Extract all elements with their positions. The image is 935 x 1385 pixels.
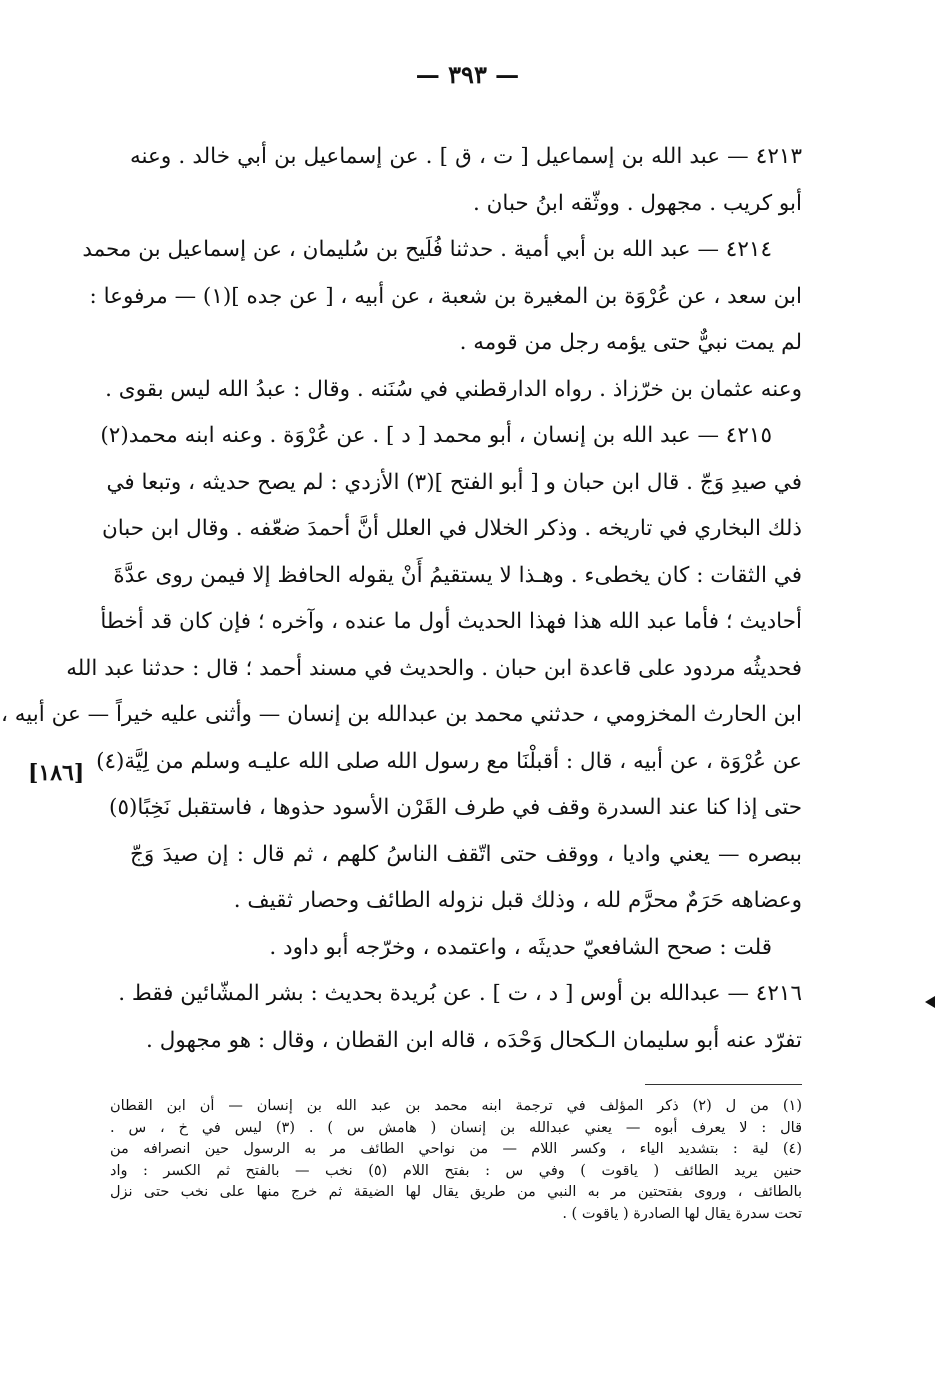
text-line: ٤٢١٣ — عبد الله بن إسماعيل [ ت ، ق ] . عن إسماعيل بن أبي خالد . وعنه [130,144,802,169]
text-line: ٤٢١٤ — عبد الله بن أبي أمية . حدثنا فُلَيح بن سُليمان ، عن إسماعيل بن محمد [82,237,772,262]
footnotes [110,1096,802,1226]
text-line: ببصره — يعني واديا ، ووقف حتى اتّقف الناسُ كلهم ، ثم قال : إن صيدَ وَجّ [130,841,802,867]
text-line: وعضاهه حَرَمٌ محرَّم لله ، وذلك قبل نزوله الطائف وحصار ثقيف . [233,888,802,913]
text-line: تفرّد عنه أبو سليمان الـكحال وَحْدَه ، قاله ابن القطان ، وقال : هو مجهول . [146,1027,802,1053]
margin-page-marker: [١٨٦] [28,760,85,786]
text-line: ابن الحارث المخزومي ، حدثني محمد بن عبدالله بن إنسان — وأثنى عليه خيراً — عن أبيه ، [1,702,802,727]
text-line: قلت : صحح الشافعيّ حديثَه ، واعتمده ، وخرّجه أبو داود . [269,934,772,960]
footnote-line: قال : لا يعرف أبوه — يعني عبدالله بن إنسان ( هامش س ) . (٣) ليس في خ ، س . [110,1119,803,1136]
text-line: فحديثُه مردود على قاعدة ابن حبان . والحديث في مسند أحمد ؛ قال : حدثنا عبد الله [66,655,802,681]
text-line: أحاديث ؛ فأما عبد الله هذا فهذا الحديث أول ما عنده ، وآخره ؛ فإن كان قد أخطأ [100,609,802,634]
page-edge-arrow-icon [925,996,935,1008]
text-line: ٤٢١٦ — عبدالله بن أوس [ د ، ت ] . عن بُريدة بحديث : بشر المشّائين فقط . [118,981,802,1006]
page-number: — ٣٩٣ — [415,60,520,89]
text-line: ٤٢١٥ — عبد الله بن إنسان ، أبو محمد [ د ] . عن عُرْوَة . وعنه ابنه محمد(٢) [100,423,772,448]
text-line: عن عُرْوَة ، عن أبيه ، قال : أقبلْنَا مع رسول الله صلى الله عليـه وسلم من لِيَّة(٤) [96,748,802,774]
footnote-separator [645,1084,802,1085]
text-line: في الثقات : كان يخطىء . وهـذا لا يستقيمُ أَنْ يقوله الحافظ إلا فيمن روى عدَّةَ [113,562,802,588]
footnote-line: تحت سدرة يقال لها الصادرة ( ياقوت ) . [562,1205,802,1222]
footnote-line: حنين يريد الطائف ( ياقوت ) وفي س : بفتح اللام (٥) نخب — بالفتح ثم الكسر : واد [110,1162,802,1179]
footnote-line: بالطائف ، وروى بفتحتين مر به النبي من طريق يقال لها الضيقة ثم خرج منها على نخب حتى نزل [110,1184,802,1201]
text-line: حتى إذا كنا عند السدرة وقف في طرف القَرْن الأسود حذوها ، فاستقبل نَخِبًا(٥) [109,795,802,820]
text-line: في صيدِ وَجّ . قال ابن حبان و [ أبو الفتح ](٣) الأزدي : لم يصح حديثه ، وتبعا في [106,469,802,495]
text-line: أبو كريب . مجهول . ووثّقه ابنُ حبان . [472,190,802,216]
text-line: وعنه عثمان بن خرّزاذ . رواه الدارقطني في سُنَنه . وقال : عبدُ الله ليس بقوى . [105,376,802,402]
footnote-line: (٤) لية : بتشديد الياء ، وكسر اللام — من نواحي الطائف مر به الرسول حين انصرافه من [110,1141,802,1158]
text-line: لم يمت نبيٌّ حتى يؤمه رجل من قومه . [459,330,802,355]
text-line: ذلك البخاري في تاريخه . وذكر الخلال في العلل أنَّ أحمدَ ضعّفه . وقال ابن حبان [101,516,802,541]
footnote-line: (١) من ل (٢) ذكر المؤلف في ترجمة ابنه محمد بن عبد الله بن إنسان — أن ابن القطان [110,1098,803,1114]
text-line: ابن سعد ، عن عُرْوَة بن المغيرة بن شعبة ، عن أبيه ، [ عن جده ](١) — مرفوعا : [89,283,802,309]
